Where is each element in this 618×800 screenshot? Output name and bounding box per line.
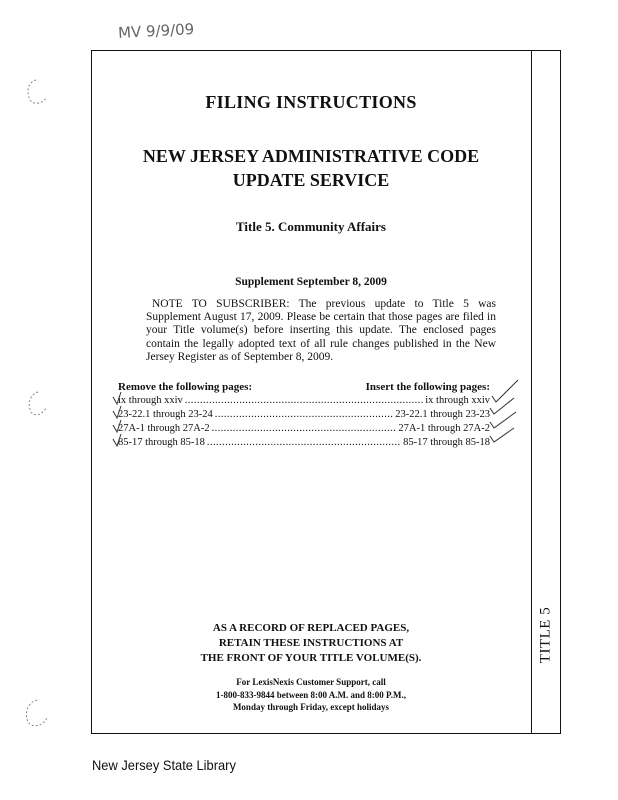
punch-hole-mark-top <box>22 78 52 108</box>
check-mark-icon <box>112 390 124 450</box>
handwritten-note: MV 9/9/09 <box>117 20 195 42</box>
table-header <box>118 381 490 394</box>
customer-support <box>92 676 530 714</box>
remove-pages: 85-17 through 85-18 <box>118 437 205 448</box>
tab-label: TITLE 5 <box>537 606 554 664</box>
support-line: 1-800-833-9844 between 8:00 A.M. and 8:00 P.M., <box>216 689 406 700</box>
remove-pages: 27A-1 through 27A-2 <box>118 423 210 434</box>
table-row <box>118 422 490 435</box>
remove-pages: 23-22.1 through 23-24 <box>118 409 213 420</box>
punch-hole-mark-middle <box>22 390 52 420</box>
support-line: For LexisNexis Customer Support, call <box>236 677 386 687</box>
leader-dots <box>185 394 424 407</box>
supplement-date: Supplement September 8, 2009 <box>235 276 387 288</box>
record-line: THE FRONT OF YOUR TITLE VOLUME(S). <box>200 652 422 664</box>
insert-pages: 27A-1 through 27A-2 <box>398 423 490 434</box>
insert-pages: ix through xxiv <box>425 395 490 406</box>
table-row <box>118 408 490 421</box>
insert-pages: 85-17 through 85-18 <box>403 437 490 448</box>
insert-header: Insert the following pages: <box>365 381 490 393</box>
code-title-line2: UPDATE SERVICE <box>232 170 390 190</box>
record-line: RETAIN THESE INSTRUCTIONS AT <box>218 637 404 649</box>
note-to-subscriber: NOTE TO SUBSCRIBER: The previous update to Title 5 was Supplement August 17, 2009. Please be certain that those pages are filed in your Title volume(s) before inserting this update. The enclosed pages contain the legally adopted text of all rule changes published in the New Jersey Register as of September 8, 2009. <box>146 298 496 363</box>
code-title-line1: NEW JERSEY ADMINISTRATIVE CODE <box>142 146 480 166</box>
table-row <box>118 436 490 449</box>
table-row <box>118 394 490 407</box>
title-tab <box>531 580 561 690</box>
remove-pages: ix through xxiv <box>118 395 183 406</box>
leader-dots <box>207 436 401 449</box>
remove-header: Remove the following pages: <box>118 381 253 393</box>
leader-dots <box>212 422 397 435</box>
record-line: AS A RECORD OF REPLACED PAGES, <box>212 622 410 634</box>
title-number: Title 5. Community Affairs <box>236 219 386 234</box>
page-title: FILING INSTRUCTIONS <box>205 92 417 112</box>
leader-dots <box>215 408 393 421</box>
check-mark-icon <box>488 378 524 458</box>
code-title <box>92 144 530 192</box>
record-instructions <box>92 621 530 666</box>
support-line: Monday through Friday, except holidays <box>232 702 390 712</box>
insert-pages: 23-22.1 through 23-23 <box>395 409 490 420</box>
library-stamp: New Jersey State Library <box>92 757 236 773</box>
punch-hole-mark-bottom <box>20 698 54 732</box>
